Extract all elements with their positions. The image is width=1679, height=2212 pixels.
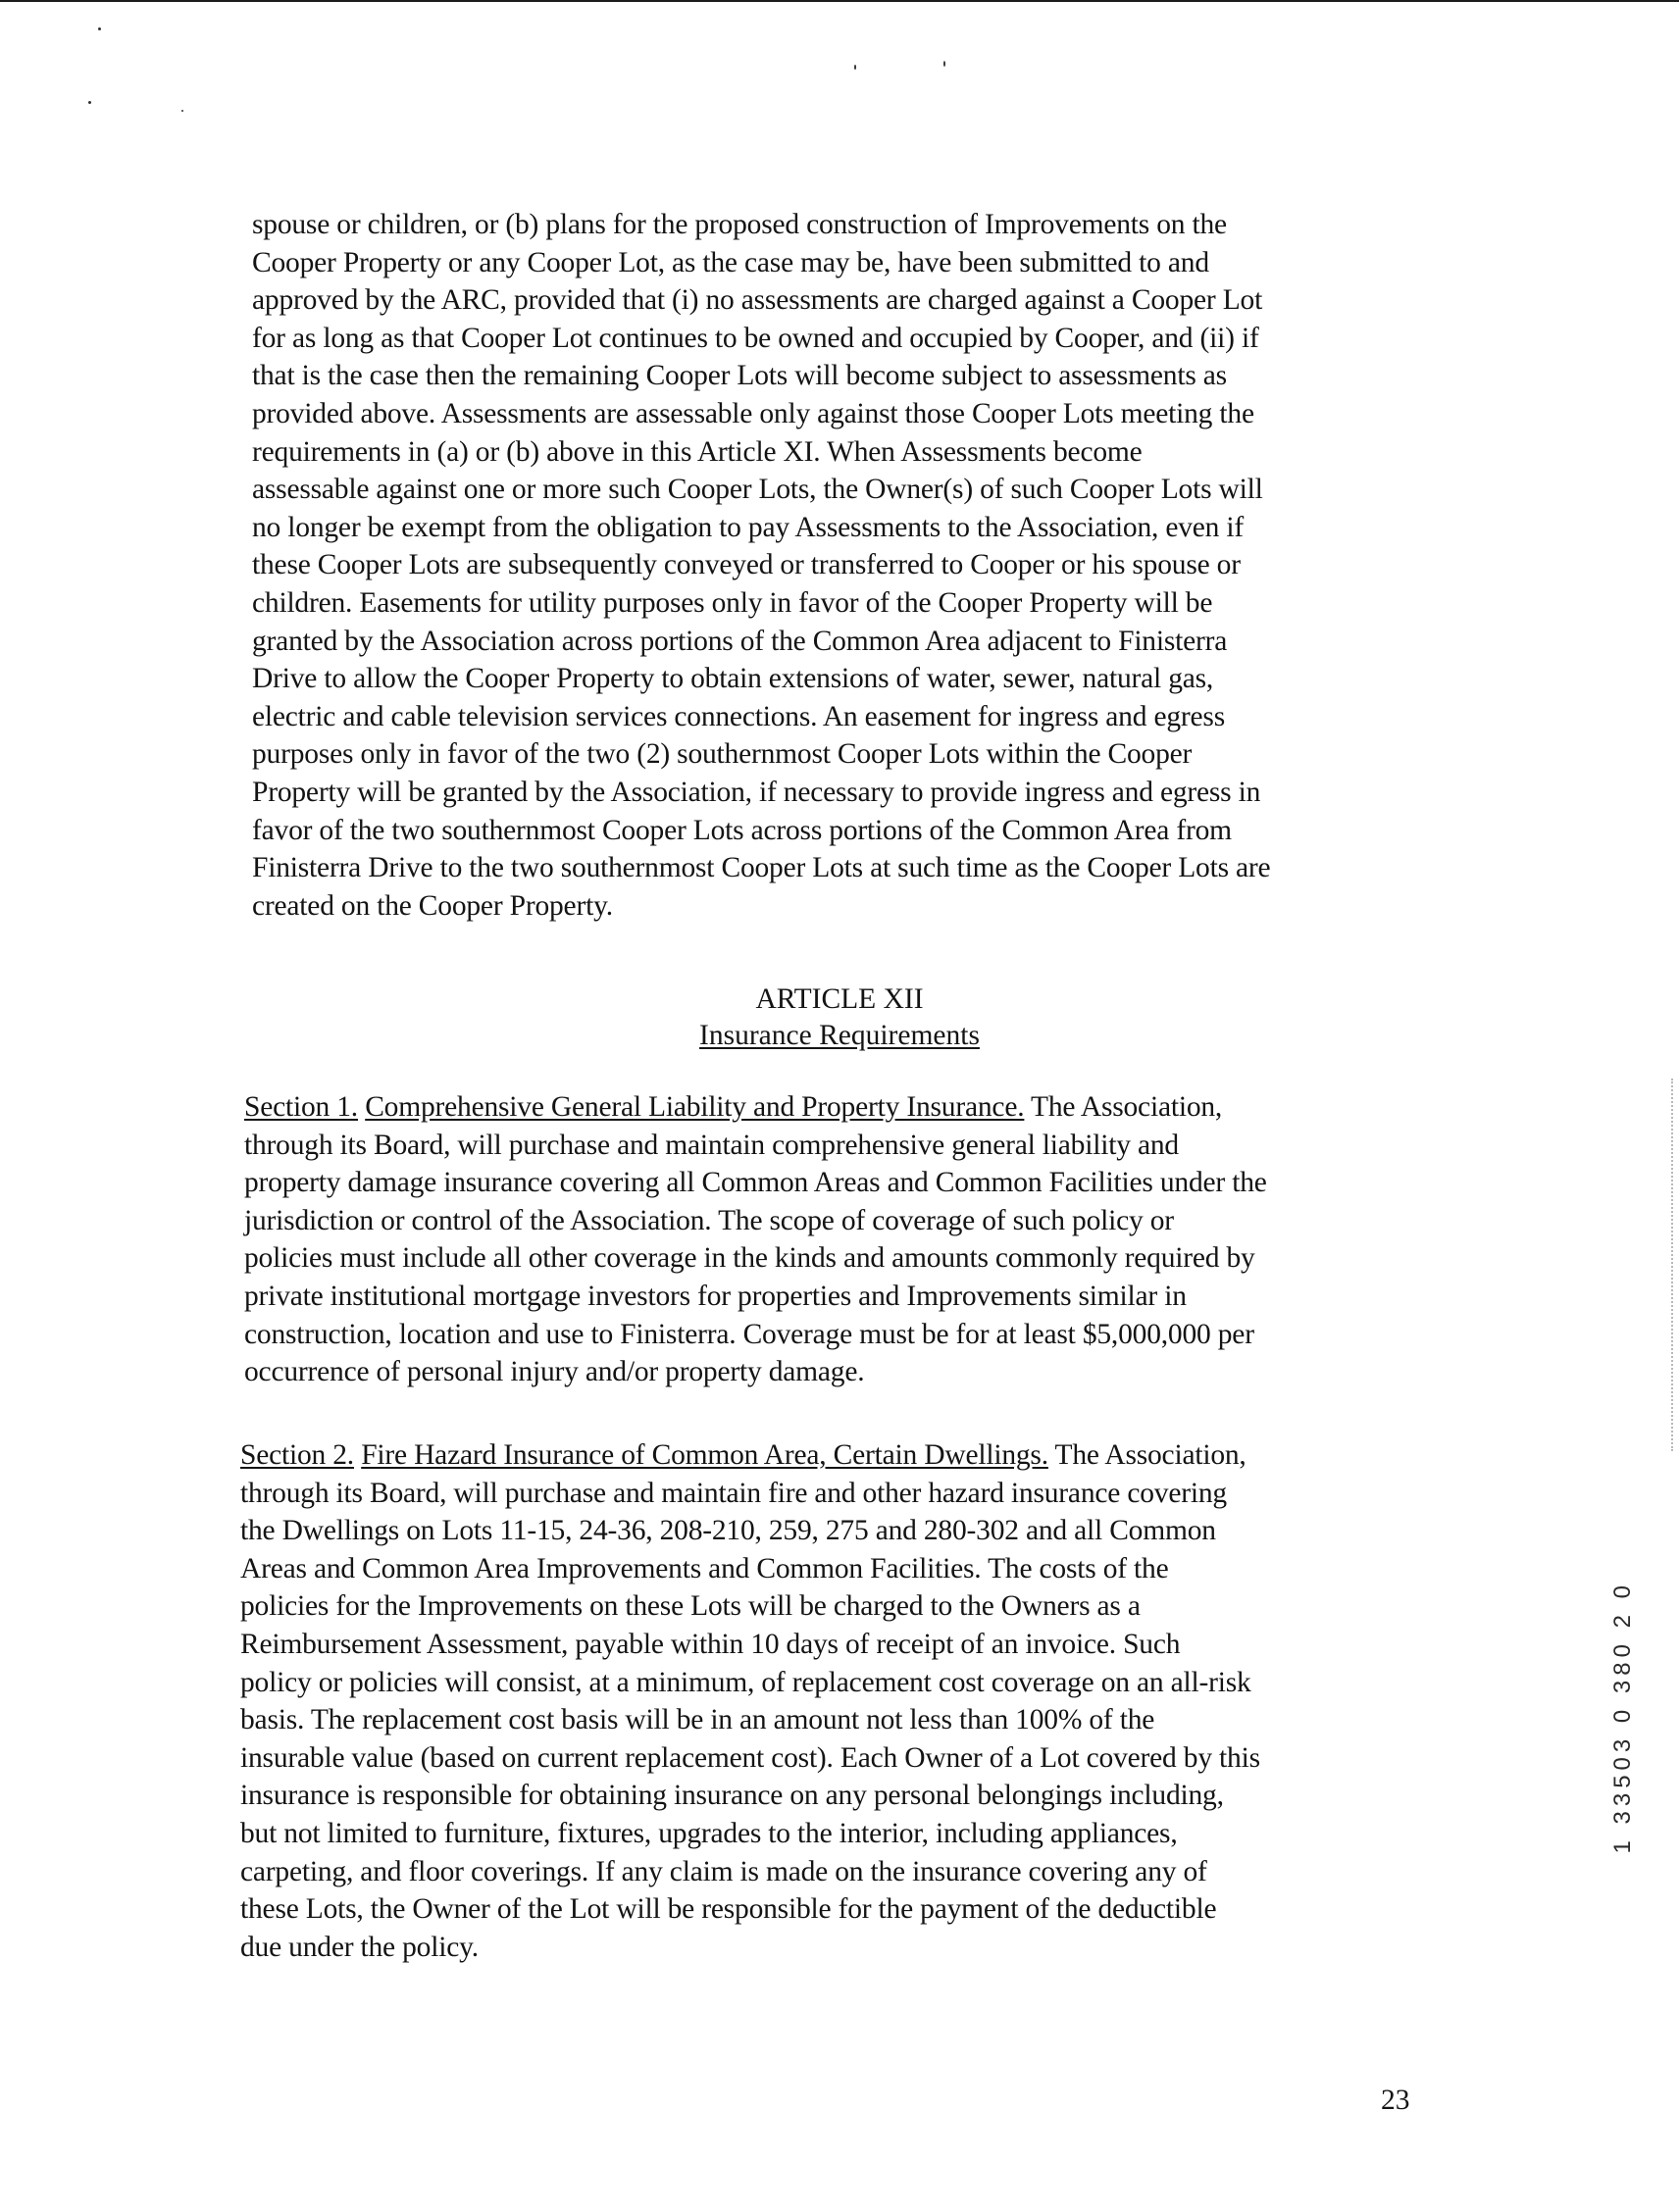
section-2-label: Section 2. — [240, 1439, 354, 1471]
article-title: Insurance Requirements — [699, 1020, 980, 1051]
continued-paragraph: spouse or children, or (b) plans for the proposed construction of Improvements on the Cooper Property or any Cooper Lot, as the case may be, have been submitted to and approved by the ARC, provided that (i) no assessments are charged against a Cooper Lot for as long as that Cooper Lot continues to be owned and occupied by Cooper, and (ii) if that is the case then the remaining Cooper Lots will become subject to assessments as provided above. Assessments are assessable only against those Cooper Lots meeting the requirements in (a) or (b) above in this Article XI. When Assessments become assessable against one or more such Cooper Lots, the Owner(s) of such Cooper Lots will no longer be exempt from the obligation to pay Assessments to the Association, even if these Cooper Lots are subsequently conveyed or transferred to Cooper or his spouse or children. Easements for utility purposes only in favor of the Cooper Property will be granted by the Association across portions of the Common Area adjacent to Finisterra Drive to allow the Cooper Property to obtain extensions of water, sewer, natural gas, electric and cable television services connections. An easement for ingress and egress purposes only in favor of the two (2) southernmost Cooper Lots within the Cooper Property will be granted by the Association, if necessary to provide ingress and egress in favor of the two southernmost Cooper Lots across portions of the Common Area from Finisterra Drive to the two southernmost Cooper Lots at such time as the Cooper Lots are created on the Cooper Property. — [252, 209, 1271, 922]
section-1-label: Section 1. — [244, 1091, 358, 1123]
scan-speck — [854, 65, 856, 70]
section-2 — [240, 1436, 1471, 1966]
page-number: 23 — [1381, 2085, 1410, 2116]
scan-speck — [181, 110, 183, 112]
section-1 — [244, 1088, 1470, 1391]
article-title-wrap — [0, 1017, 1679, 1054]
scan-speck — [943, 61, 945, 67]
scan-speck — [88, 101, 91, 104]
section-2-body: The Association, through its Board, will purchase and maintain fire and other hazard insurance covering the Dwellings on Lots 11-15, 24-36, 208-210, 259, 275 and 280-302 and all Common Areas and Common Area Improvements and Common Facilities. The costs of the policies for the Improvements on these Lots will be charged to the Owners as a Reimbursement Assessment, payable within 10 days of receipt of an invoice. Such policy or policies will consist, at a minimum, of replacement cost coverage on an all-risk basis. The replacement cost basis will be in an amount not less than 100% of the insurable value (based on current replacement cost). Each Owner of a Lot covered by this insurance is responsible for obtaining insurance on any personal belongings including, but not limited to furniture, fixtures, upgrades to the interior, including appliances, carpeting, and floor coverings. If any claim is made on the insurance covering any of these Lots, the Owner of the Lot will be responsible for the payment of the deductible due under the policy. — [240, 1439, 1260, 1963]
bates-stamp: 1 33503 0 380 2 0 — [1609, 1581, 1636, 1854]
scan-top-border — [0, 0, 1679, 2]
section-1-title: Comprehensive General Liability and Property Insurance. — [365, 1091, 1025, 1123]
margin-scan-artifact — [1671, 1079, 1675, 1451]
article-number: ARTICLE XII — [755, 983, 924, 1015]
scan-speck — [98, 27, 101, 30]
section-1-body: The Association, through its Board, will purchase and maintain comprehensive general liability and property damage insurance covering all Common Areas and Common Facilities under the jurisdiction or control of the Association. The scope of coverage of such policy or policies must include all other coverage in the kinds and amounts commonly required by private institutional mortgage investors for properties and Improvements similar in construction, location and use to Finisterra. Coverage must be for at least $5,000,000 per occurrence of personal injury and/or property damage. — [244, 1091, 1267, 1388]
section-2-title: Fire Hazard Insurance of Common Area, Certain Dwellings. — [361, 1439, 1048, 1471]
